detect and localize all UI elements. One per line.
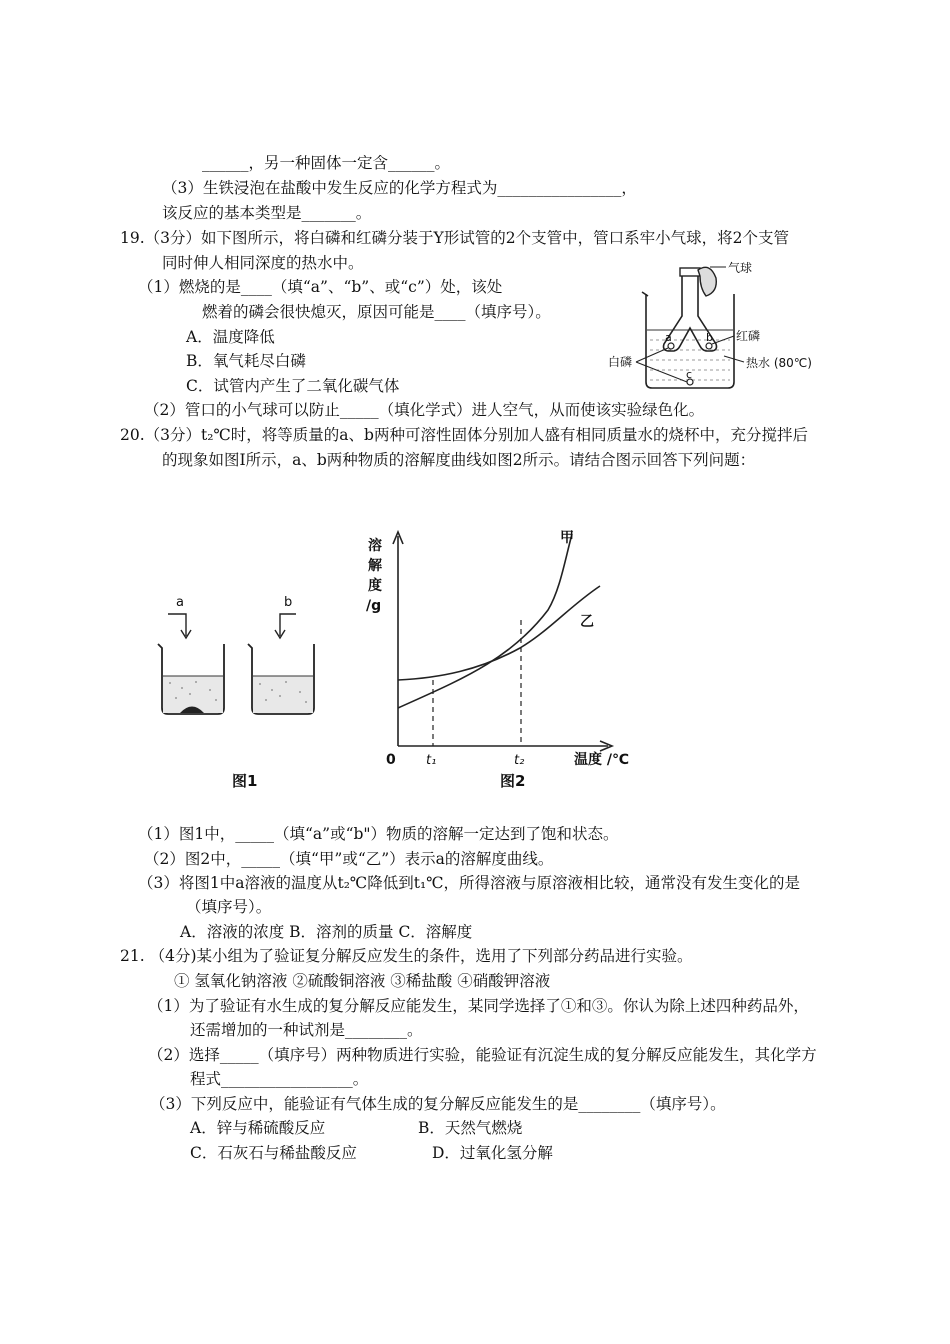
q19-option-c: C．试管内产生了二氧化碳气体 [186, 377, 400, 395]
t1-tick-label: t₁ [426, 753, 437, 768]
ylabel-char-3: 度 [368, 578, 382, 594]
ylabel-char-1: 溶 [368, 538, 382, 554]
q20-stem: 20.（3分）t₂℃时，将等质量的a、b两种可溶性固体分别加人盛有相同质量水的烧杯中，充分搅拌后 [120, 426, 808, 444]
figure2-solubility-chart [360, 520, 650, 800]
q21-part3: （3）下列反应中，能验证有气体生成的复分解反应能发生的是________（填序号）。 [150, 1095, 726, 1113]
beaker-a-label: a [176, 595, 184, 610]
q20-part3-cont: （填序号）。 [186, 898, 272, 916]
hot-water-label: 热水 (80℃) [746, 356, 812, 370]
q21-part2: （2）选择_____（填序号）两种物质进行实验，能验证有沉淀生成的复分解反应能发生，其化学方 [148, 1046, 817, 1064]
q18-part3-cont: 该反应的基本类型是_______。 [162, 204, 372, 222]
figure2-caption: 图2 [500, 772, 526, 790]
xlabel: 温度 /℃ [574, 752, 629, 768]
beaker-b-label: b [284, 595, 293, 610]
label-b: b [706, 331, 713, 344]
q21-part1-cont: 还需增加的一种试剂是________。 [190, 1021, 423, 1039]
q19-part1: （1）燃烧的是____（填“a”、“b”、或“c”）处，该处 [138, 278, 503, 296]
q19-option-a: A．温度降低 [186, 328, 275, 346]
q19-stem: 19.（3分）如下图所示，将白磷和红磷分装于Y形试管的2个支管中，管口系牢小气球，将2个支管 [120, 229, 789, 247]
q21-option-c: C．石灰石与稀盐酸反应 [190, 1144, 357, 1162]
series-jia-label: 甲 [560, 530, 574, 546]
series-yi-label: 乙 [580, 614, 594, 630]
q19-apparatus-figure [606, 258, 816, 393]
q21-option-a: A．锌与稀硫酸反应 [190, 1119, 326, 1137]
q20-part2: （2）图2中，_____（填“甲”或“乙”）表示a的溶解度曲线。 [144, 850, 554, 868]
ylabel-char-4: /g [366, 598, 382, 614]
balloon-label: 气球 [728, 261, 753, 275]
figure1-beakers [150, 588, 330, 798]
label-c: c [686, 368, 693, 381]
q20-part3: （3）将图1中a溶液的温度从t₂℃降低到t₁℃，所得溶液与原溶液相比较，通常没有发生变化的是 [138, 874, 801, 892]
q19-part2: （2）管口的小气球可以防止_____（填化学式）进人空气，从而使该实验绿色化。 [144, 401, 705, 419]
q21-option-d: D．过氧化氢分解 [432, 1144, 553, 1162]
q19-part1-cont: 燃着的磷会很快熄灭，原因可能是____（填序号）。 [202, 303, 551, 321]
q19-option-b: B．氧气耗尽白磷 [186, 352, 306, 370]
ylabel-char-2: 解 [368, 558, 382, 574]
q20-options: A．溶液的浓度 B．溶剂的质量 C．溶解度 [180, 923, 473, 941]
curve-jia [398, 534, 572, 708]
q18-blank-line: ______，另一种固体一定含______。 [202, 154, 451, 172]
origin-label: 0 [386, 752, 396, 768]
red-phosphorus-label: 红磷 [736, 329, 761, 343]
label-a: a [665, 331, 672, 344]
t2-tick-label: t₂ [514, 753, 525, 768]
q21-reagents: ① 氢氧化钠溶液 ②硫酸铜溶液 ③稀盐酸 ④硝酸钾溶液 [174, 972, 551, 990]
q18-part3: （3）生铁浸泡在盐酸中发生反应的化学方程式为________________， [162, 179, 637, 197]
figure1-caption: 图1 [232, 772, 258, 790]
curve-yi [398, 586, 600, 680]
white-phosphorus-label: 白磷 [608, 355, 633, 369]
q21-stem: 21. （4分)某小组为了验证复分解反应发生的条件，选用了下列部分药品进行实验。 [120, 947, 693, 965]
q21-option-b: B．天然气燃烧 [418, 1119, 523, 1137]
q21-part1: （1）为了验证有水生成的复分解反应能发生，某同学选择了①和③。你认为除上述四种药品外， [148, 997, 809, 1015]
q20-part1: （1）图1中，_____（填“a”或“b"）物质的溶解一定达到了饱和状态。 [138, 825, 619, 843]
q21-part2-cont: 程式_________________。 [190, 1070, 369, 1088]
q20-stem-cont: 的现象如图I所示，a、b两种物质的溶解度曲线如图2所示。请结合图示回答下列问题： [162, 451, 756, 469]
q19-stem-cont: 同时伸人相同深度的热水中。 [162, 254, 364, 272]
